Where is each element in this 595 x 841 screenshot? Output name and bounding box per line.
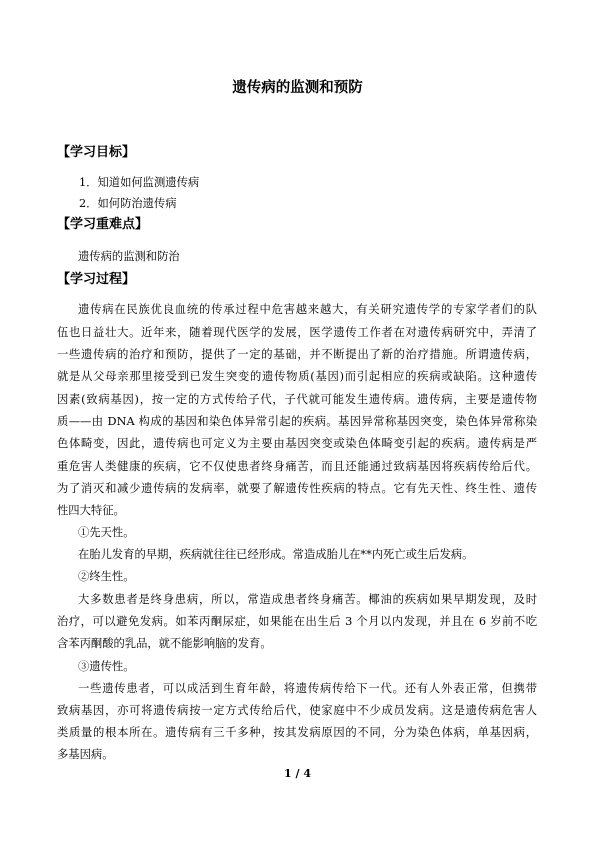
body-line: 在胎儿发育的早期，疾病就往往已经形成。常造成胎儿在**内死亡或生后发病。 (78, 548, 474, 561)
body-line: 含苯丙酮酸的乳品，就不能影响脑的发育。 (57, 637, 272, 650)
body-line: 遗传病在民族优良血统的传承过程中危害越来越大，有关研究遗传学的专家学者们的队 (78, 303, 537, 316)
body-line: 伍也日益壮大。近年来，随着现代医学的发展，医学遗传工作者在对遗传病研究中，弄清了 (57, 326, 537, 339)
body-line: 类质量的根本所在。遗传病有三千多种，按其发病原因的不同，分为染色体病，单基因病， (57, 726, 537, 739)
body-line: 色体畸变，因此，遗传病也可定义为主要由基因突变或染色体畸变引起的疾病。遗传病是严 (57, 437, 537, 450)
body-line: 重危害人类健康的疾病，它不仅使患者终身痛苦，而且还能通过致病基因将疾病传给后代。 (57, 460, 537, 473)
body-line: 质——由 DNA 构成的基因和染色体异常引起的疾病。基因异常称基因突变，染色体异常称染 (57, 415, 537, 428)
key-points-heading: 【学习重难点】 (57, 217, 149, 232)
page-number: 1 / 4 (284, 767, 311, 780)
trait-heading: ③遗传性。 (78, 660, 135, 673)
body-line: 性四大特征。 (57, 504, 125, 517)
body-line: 多基因病。 (57, 748, 114, 761)
objectives-heading: 【学习目标】 (57, 145, 136, 160)
process-heading: 【学习过程】 (57, 272, 136, 287)
body-line: 致病基因，亦可将遗传病按一定方式传给后代，使家庭中不少成员发病。这是遗传病危害人 (57, 704, 537, 717)
objective-item-2: 2．如何防治遗传病 (79, 197, 177, 210)
body-line: 因素(致病基因)，按一定的方式传给子代，子代就可能发生遗传病。遗传病，主要是遗传物 (57, 393, 537, 406)
key-points-text: 遗传病的监测和防治 (78, 250, 180, 263)
body-line: 大多数患者是终身患病，所以，常造成患者终身痛苦。椰油的疾病如果早期发现，及时 (78, 593, 537, 606)
body-line: 为了消灭和减少遗传病的发病率，就要了解遗传性疾病的特点。它有先天性、终生性、遗传 (57, 482, 537, 495)
trait-heading: ①先天性。 (78, 526, 135, 539)
body-line: 就是从父母亲那里接受到已发生突变的遗传物质(基因)而引起相应的疾病或缺陷。这种遗传 (57, 370, 537, 383)
body-line: 治疗，可以避免发病。如苯丙酮尿症，如果能在出生后 3 个月以内发现，并且在 6 岁前不吃 (57, 615, 537, 628)
body-line: 一些遗传患者，可以成活到生育年龄，将遗传病传给下一代。还有人外表正常，但携带 (78, 682, 537, 695)
trait-heading: ②终生性。 (78, 570, 135, 583)
body-line: 一些遗传病的治疗和预防，提供了一定的基础，并不断提出了新的治疗措施。所谓遗传病， (57, 348, 537, 361)
document-title: 遗传病的监测和预防 (232, 79, 363, 96)
objective-item-1: 1．知道如何监测遗传病 (79, 176, 200, 189)
